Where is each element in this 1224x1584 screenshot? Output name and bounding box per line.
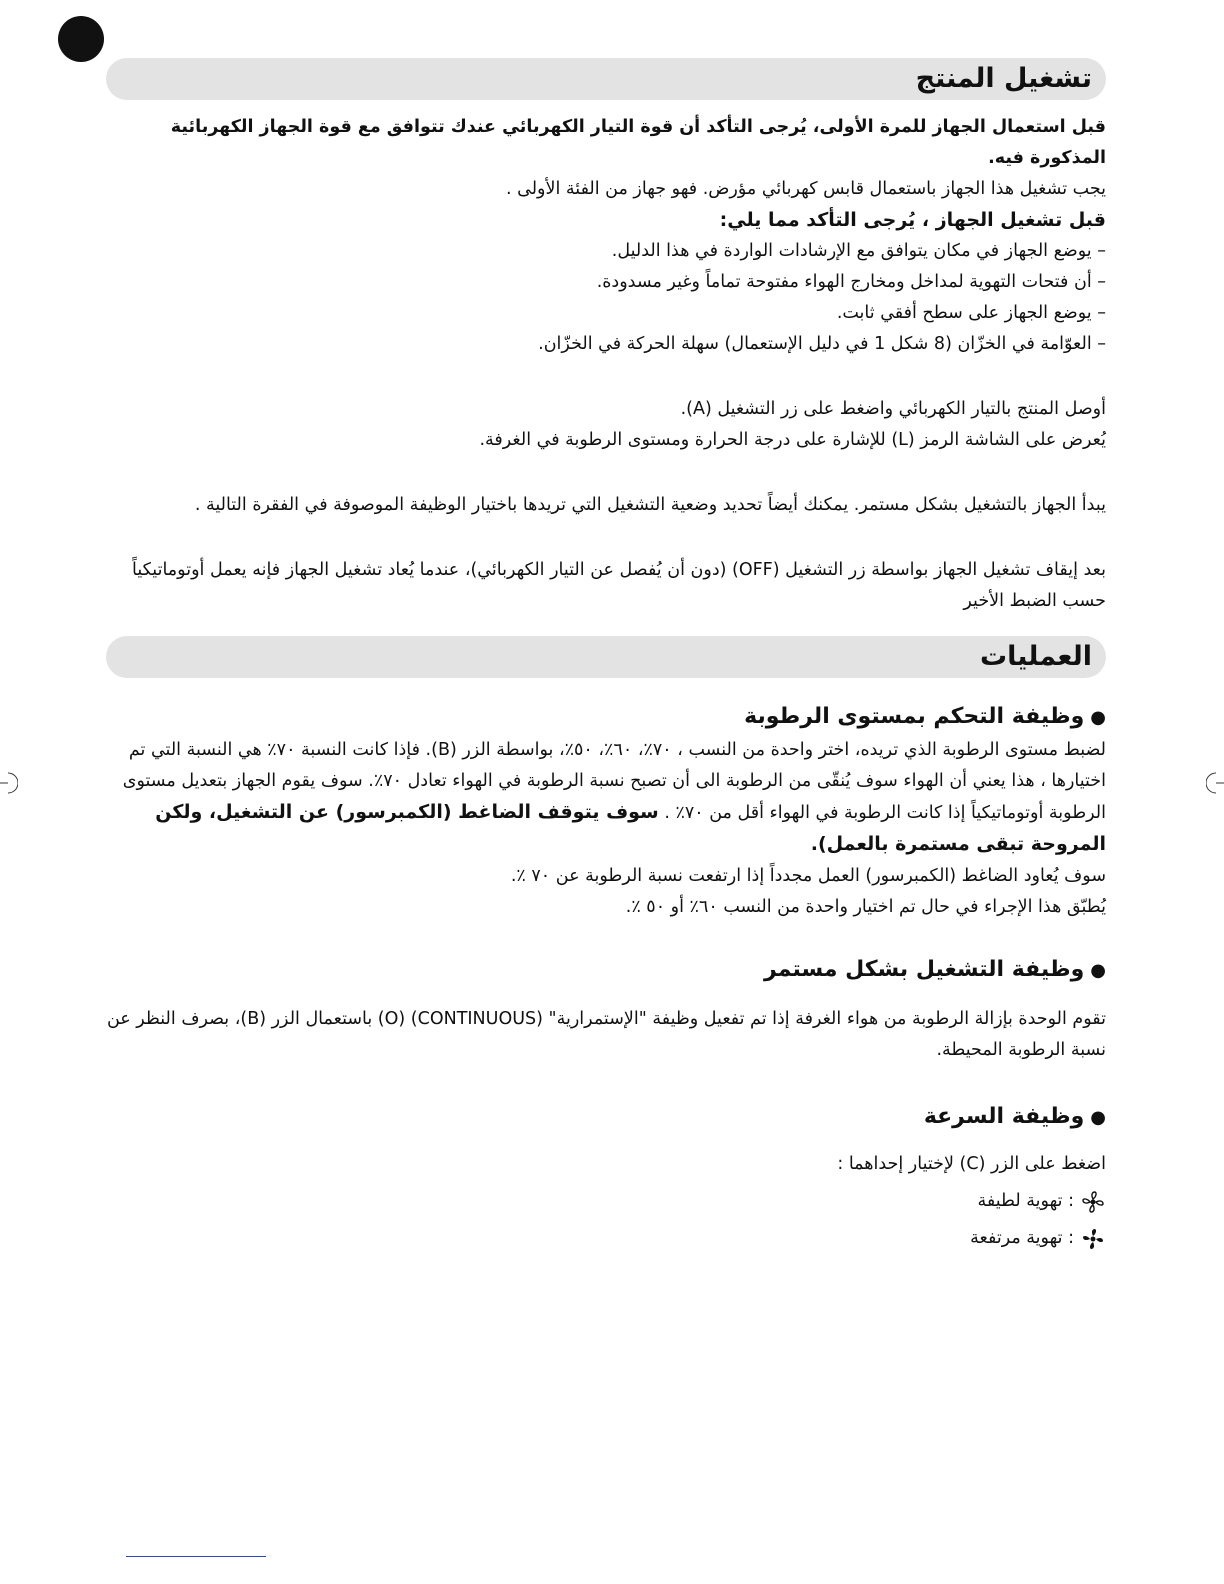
- speed-option-low: [104, 1186, 1106, 1217]
- starts-paragraph: [104, 490, 1106, 521]
- page-marker-dot: [58, 16, 104, 62]
- speed-heading-text: وظيفة السرعة: [923, 1104, 1085, 1129]
- restart-paragraph: [104, 555, 1106, 617]
- bullet-icon: ●: [1090, 960, 1106, 981]
- section-title: العمليات: [979, 641, 1092, 672]
- check-item: – أن فتحات التهوية لمداخل ومخارج الهواء مفتوحة تماماً وغير مسدودة.: [596, 272, 1106, 292]
- check-item: – العوّامة في الخزّان (8 شكل 1 في دليل الإستعمال) سهلة الحركة في الخزّان.: [538, 334, 1106, 354]
- connect-paragraph: [104, 394, 1106, 456]
- speed-option-high: [104, 1223, 1106, 1254]
- speed-text: اضغط على الزر (C) لإختيار إحداهما :: [837, 1154, 1106, 1174]
- humidity-text-main: لضبط مستوى الرطوبة الذي تريده، اختر واحدة من النسب ، ٧٠٪، ٦٠٪، ٥٠٪، بواسطة الزر (B). فإذا كانت النسبة ٧٠٪ هي النسبة التي تم اختيارها ، هذا يعني أن الهواء سوف يُنقّى من الرطوبة الى أن تصبح نسبة الرطوبة في الهواء تعادل ٧٠٪. سوف يقوم الجهاز بتعديل مستوى الرطوبة أوتوماتيكياً إذا كانت الرطوبة في الهواء أقل من ٧٠٪ .: [122, 740, 1106, 823]
- grounding-note: يجب تشغيل هذا الجهاز باستعمال قابس كهربائي مؤرض. فهو جهاز من الفئة الأولى .: [506, 179, 1106, 199]
- humidity-applies: يُطبّق هذا الإجراء في حال تم اختيار واحدة من النسب ٦٠٪ أو ٥٠ ٪.: [625, 897, 1106, 917]
- humidity-function: [104, 700, 1106, 923]
- section-header-operation: [106, 58, 1106, 100]
- section-title: تشغيل المنتج: [915, 63, 1092, 94]
- section-header-operations: [106, 636, 1106, 678]
- continuous-heading-text: وظيفة التشغيل بشكل مستمر: [764, 957, 1085, 982]
- bullet-icon: ●: [1090, 707, 1106, 728]
- section-operation-body: [104, 112, 1106, 360]
- continuous-text: تقوم الوحدة بإزالة الرطوبة من هواء الغرفة إذا تم تفعيل وظيفة "الإستمرارية" (CONTINUOUS) (O) باستعمال الزر (B)، بصرف النظر عن نسبة الرطوبة المحيطة.: [106, 1009, 1106, 1060]
- speed-heading: [104, 1100, 1106, 1135]
- humidity-resume: سوف يُعاود الضاغط (الكمبرسور) العمل مجدداً إذا ارتفعت نسبة الرطوبة عن ٧٠ ٪.: [510, 866, 1106, 886]
- crop-mark-icon: [0, 770, 18, 796]
- continuous-function: [104, 953, 1106, 1066]
- speed-function: [104, 1100, 1106, 1254]
- bullet-icon: ●: [1090, 1107, 1106, 1128]
- restart-note: بعد إيقاف تشغيل الجهاز بواسطة زر التشغيل (OFF) (دون أن يُفصل عن التيار الكهربائي)، عندما يُعاد تشغيل الجهاز فإنه يعمل أوتوماتيكياً حسب الضبط الأخير: [132, 560, 1106, 611]
- power-warning: قبل استعمال الجهاز للمرة الأولى، يُرجى التأكد أن قوة التيار الكهربائي عندك تتوافق مع قوة الجهاز الكهربائية المذكورة فيه.: [170, 117, 1106, 168]
- check-heading: قبل تشغيل الجهاز ، يُرجى التأكد مما يلي:: [719, 209, 1106, 231]
- speed-option-label: : تهوية لطيفة: [977, 1191, 1074, 1211]
- humidity-heading: [104, 700, 1106, 735]
- footer-rule: [126, 1556, 266, 1557]
- crop-mark-icon: [1206, 770, 1224, 796]
- check-item: – يوضع الجهاز على سطح أفقي ثابت.: [836, 303, 1106, 323]
- humidity-text-bold: سوف يتوقف الضاغط (الكمبرسور) عن التشغيل، ولكن المروحة تبقى مستمرة بالعمل).: [155, 801, 1106, 855]
- speed-option-label: : تهوية مرتفعة: [970, 1228, 1074, 1248]
- fan-high-icon: [1080, 1226, 1106, 1252]
- fan-low-icon: [1080, 1189, 1106, 1215]
- starts-note: يبدأ الجهاز بالتشغيل بشكل مستمر. يمكنك أيضاً تحديد وضعية التشغيل التي تريدها باختيار الوظيفة الموصوفة في الفقرة التالية .: [194, 495, 1106, 515]
- connect-note: أوصل المنتج بالتيار الكهربائي واضغط على زر التشغيل (A).: [680, 399, 1106, 419]
- display-note: يُعرض على الشاشة الرمز (L) للإشارة على درجة الحرارة ومستوى الرطوبة في الغرفة.: [479, 430, 1106, 450]
- continuous-heading: [104, 953, 1106, 988]
- humidity-heading-text: وظيفة التحكم بمستوى الرطوبة: [744, 704, 1085, 729]
- check-item: – يوضع الجهاز في مكان يتوافق مع الإرشادات الواردة في هذا الدليل.: [611, 241, 1106, 261]
- humidity-text: [104, 735, 1106, 861]
